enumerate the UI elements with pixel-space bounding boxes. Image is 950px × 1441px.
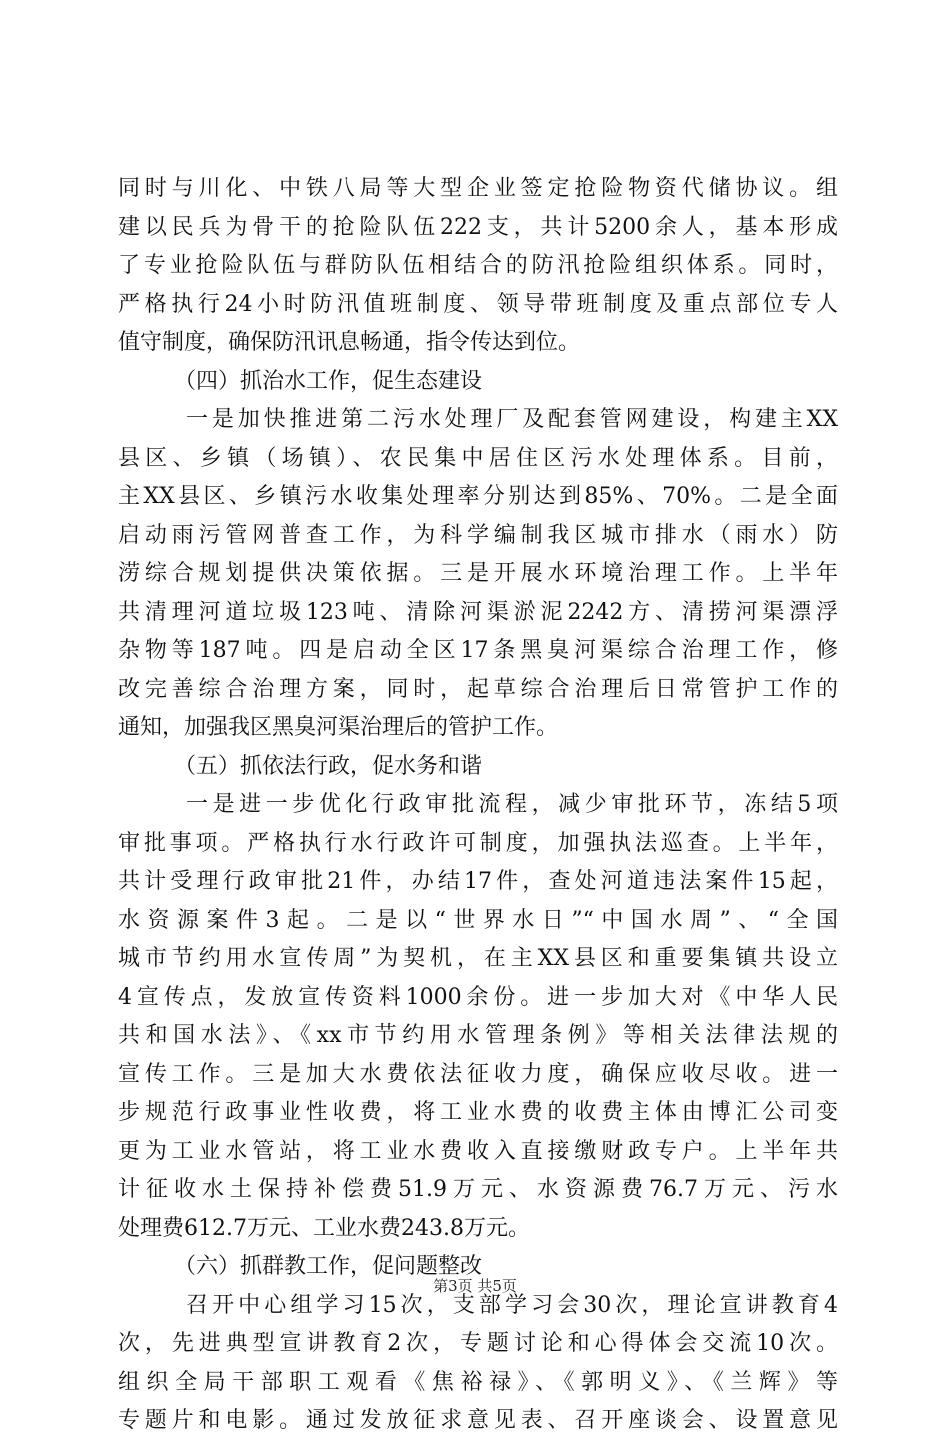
paragraph-line: 改完善综合治理方案，同时，起草综合治理后日常管护工作的 <box>118 676 838 702</box>
paragraph-line: 了专业抢险队伍与群防队伍相结合的防汛抢险组织体系。同时， <box>118 253 838 278</box>
paragraph-line: 启动雨污管网普查工作，为科学编制我区城市排水（雨水）防 <box>118 522 838 548</box>
paragraph-line: 更为工业水管站，将工业水费收入直接缴财政专户。上半年共 <box>118 1138 838 1164</box>
paragraph-line: 宣传工作。三是加大水费依法征收力度，确保应收尽收。进一 <box>118 1061 838 1087</box>
paragraph-line: 召开中心组学习15次，支部学习会30次，理论宣讲教育4 <box>186 1292 838 1318</box>
section-heading: （五）抓依法行政，促水务和谐 <box>174 753 483 779</box>
paragraph-line: 主XX县区、乡镇污水收集处理率分别达到85%、70%。二是全面 <box>118 484 838 509</box>
paragraph-line: 4宣传点，发放宣传资料1000余份。进一步加大对《中华人民 <box>118 984 838 1010</box>
section-heading: （六）抓群教工作，促问题整改 <box>174 1254 483 1279</box>
page-footer: 第3页 共5页 <box>433 1277 517 1295</box>
paragraph-line: 审批事项。严格执行水行政许可制度，加强执法巡查。上半年， <box>118 830 838 856</box>
paragraph-line: 水资源案件3起。二是以“世界水日”“中国水周”、“全国 <box>118 907 838 933</box>
paragraph-line: 共和国水法》、《xx市节约用水管理条例》等相关法律法规的 <box>118 1023 838 1048</box>
paragraph-line: 专题片和电影。通过发放征求意见表、召开座谈会、设置意见 <box>118 1408 838 1433</box>
paragraph-line: 涝综合规划提供决策依据。三是开展水环境治理工作。上半年 <box>118 561 838 586</box>
paragraph-line: 处理费612.7万元、工业水费243.8万元。 <box>118 1215 530 1241</box>
paragraph-line: 同时与川化、中铁八局等大型企业签定抢险物资代储协议。组 <box>118 176 838 201</box>
paragraph-line: 共计受理行政审批21件，办结17件，查处河道违法案件15起， <box>118 869 838 894</box>
paragraph-line: 县区、乡镇（场镇）、农民集中居住区污水处理体系。目前， <box>118 445 838 471</box>
paragraph-line: 组织全局干部职工观看《焦裕禄》、《郭明义》、《兰辉》等 <box>118 1369 838 1395</box>
paragraph-line: 杂物等187吨。四是启动全区17条黑臭河渠综合治理工作，修 <box>118 638 838 663</box>
paragraph-line: 通知，加强我区黑臭河渠治理后的管护工作。 <box>118 715 559 740</box>
paragraph-line: 步规范行政事业性收费，将工业水费的收费主体由博汇公司变 <box>118 1100 838 1125</box>
paragraph-line: 值守制度，确保防汛讯息畅通，指令传达到位。 <box>118 330 581 355</box>
paragraph-line: 次，先进典型宣讲教育2次，专题讨论和心得体会交流10次。 <box>118 1331 838 1356</box>
paragraph-line: 一是进一步优化行政审批流程，减少审批环节，冻结5项 <box>186 792 838 817</box>
section-heading: （四）抓治水工作，促生态建设 <box>174 368 483 394</box>
paragraph-line: 计征收水土保持补偿费51.9万元、水资源费76.7万元、污水 <box>118 1177 838 1202</box>
paragraph-line: 一是加快推进第二污水处理厂及配套管网建设，构建主XX <box>186 407 838 432</box>
paragraph-line: 严格执行24小时防汛值班制度、领导带班制度及重点部位专人 <box>118 291 838 317</box>
document-body <box>118 170 838 1441</box>
paragraph-line: 建以民兵为骨干的抢险队伍222支，共计5200余人，基本形成 <box>118 214 838 240</box>
paragraph-line: 共清理河道垃圾123吨、清除河渠淤泥2242方、清捞河渠漂浮 <box>118 599 838 625</box>
paragraph-line: 城市节约用水宣传周”为契机，在主XX县区和重要集镇共设立 <box>118 946 838 971</box>
